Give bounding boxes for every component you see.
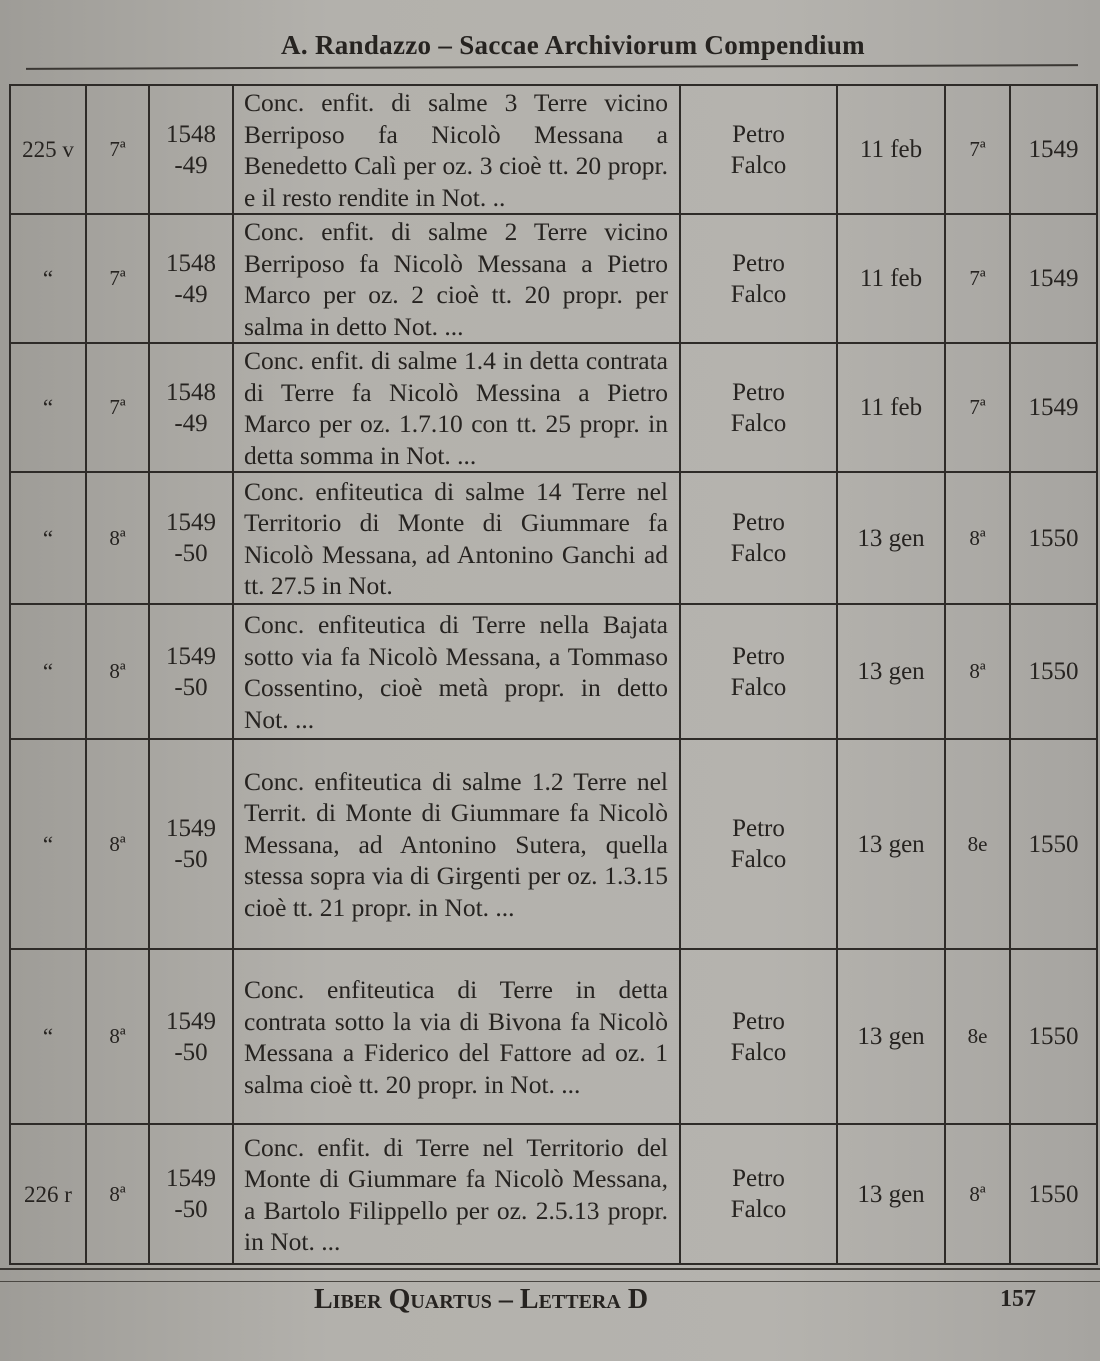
year-span-cell: 1549 -50 (149, 604, 233, 739)
header-rule (26, 64, 1078, 70)
indiction-cell: 8ª (945, 1124, 1010, 1264)
date-cell: 11 feb (837, 214, 945, 343)
folio-cell: “ (10, 214, 86, 343)
year-cell: 1550 (1010, 739, 1097, 949)
page-number: 157 (1000, 1286, 1036, 1312)
table-row (10, 85, 1097, 214)
year-cell: 1549 (1010, 85, 1097, 214)
indiction-cell: 7ª (945, 343, 1010, 472)
year-cell: 1549 (1010, 214, 1097, 343)
indiction-cell: 7ª (945, 85, 1010, 214)
folio-cell: “ (10, 472, 86, 604)
indiction-cell: 8ª (945, 604, 1010, 739)
folio-cell: 225 v (10, 85, 86, 214)
date-cell: 13 gen (837, 472, 945, 604)
notary-cell: Petro Falco (680, 214, 837, 343)
register-cell: 7ª (86, 343, 149, 472)
running-head-title: A. Randazzo – Saccae Archiviorum Compendium (281, 30, 865, 60)
year-cell: 1550 (1010, 604, 1097, 739)
register-cell: 7ª (86, 85, 149, 214)
description-cell: Conc. enfiteutica di Terre in detta contrata sotto la via di Bivona fa Nicolò Messana a Fiderico del Fattore ad oz. 1 salma cioè tt. 20 propr. in Not. ... (233, 949, 680, 1124)
folio-cell: “ (10, 949, 86, 1124)
register-cell: 8ª (86, 739, 149, 949)
year-span-cell: 1549 -50 (149, 472, 233, 604)
year-cell: 1550 (1010, 472, 1097, 604)
footer-rule-inner (0, 1281, 1100, 1282)
year-span-cell: 1548 -49 (149, 85, 233, 214)
table-row (10, 604, 1097, 739)
notary-cell: Petro Falco (680, 1124, 837, 1264)
register-cell: 7ª (86, 214, 149, 343)
indiction-cell: 8e (945, 739, 1010, 949)
description-cell: Conc. enfit. di salme 2 Terre vicino Berriposo fa Nicolò Messana a Pietro Marco per oz. 2 cioè tt. 20 propr. per salma in detto Not. ... (233, 214, 680, 343)
notary-cell: Petro Falco (680, 604, 837, 739)
table-row (10, 214, 1097, 343)
folio-cell: “ (10, 604, 86, 739)
register-cell: 8ª (86, 949, 149, 1124)
year-span-cell: 1548 -49 (149, 343, 233, 472)
notary-cell: Petro Falco (680, 85, 837, 214)
date-cell: 13 gen (837, 949, 945, 1124)
folio-cell: 226 r (10, 1124, 86, 1264)
year-cell: 1550 (1010, 949, 1097, 1124)
folio-cell: “ (10, 739, 86, 949)
date-cell: 11 feb (837, 343, 945, 472)
indiction-cell: 7ª (945, 214, 1010, 343)
date-cell: 13 gen (837, 604, 945, 739)
indiction-cell: 8ª (945, 472, 1010, 604)
year-span-cell: 1549 -50 (149, 949, 233, 1124)
description-cell: Conc. enfit. di Terre nel Territorio del Monte di Giummare fa Nicolò Messana, a Bartolo Filippello per oz. 2.5.13 propr. in Not. ... (233, 1124, 680, 1264)
date-cell: 11 feb (837, 85, 945, 214)
year-cell: 1550 (1010, 1124, 1097, 1264)
folio-cell: “ (10, 343, 86, 472)
year-span-cell: 1549 -50 (149, 1124, 233, 1264)
notary-cell: Petro Falco (680, 343, 837, 472)
description-cell: Conc. enfiteutica di salme 14 Terre nel Territorio di Monte di Giummare fa Nicolò Messana, ad Antonino Ganchi ad tt. 27.5 in Not. (233, 472, 680, 604)
description-cell: Conc. enfit. di salme 3 Terre vicino Berriposo fa Nicolò Messana a Benedetto Calì per oz. 3 cioè tt. 20 propr. e il resto rendite in Not. .. (233, 85, 680, 214)
table-row (10, 343, 1097, 472)
year-cell: 1549 (1010, 343, 1097, 472)
table-row (10, 1124, 1097, 1264)
footer-rule (0, 1268, 1100, 1270)
date-cell: 13 gen (837, 1124, 945, 1264)
archive-register-table (9, 84, 1098, 1265)
notary-cell: Petro Falco (680, 739, 837, 949)
indiction-cell: 8e (945, 949, 1010, 1124)
year-span-cell: 1548 -49 (149, 214, 233, 343)
running-foot-title: Liber Quartus – Lettera D (314, 1284, 649, 1315)
table-row (10, 472, 1097, 604)
year-span-cell: 1549 -50 (149, 739, 233, 949)
notary-cell: Petro Falco (680, 949, 837, 1124)
notary-cell: Petro Falco (680, 472, 837, 604)
register-cell: 8ª (86, 604, 149, 739)
register-cell: 8ª (86, 472, 149, 604)
description-cell: Conc. enfiteutica di Terre nella Bajata sotto via fa Nicolò Messana, a Tommaso Cossentino, cioè metà propr. in detto Not. ... (233, 604, 680, 739)
table-row (10, 949, 1097, 1124)
register-cell: 8ª (86, 1124, 149, 1264)
description-cell: Conc. enfit. di salme 1.4 in detta contrata di Terre fa Nicolò Messina a Pietro Marco per oz. 1.7.10 con tt. 25 propr. in detta somma in Not. ... (233, 343, 680, 472)
date-cell: 13 gen (837, 739, 945, 949)
description-cell: Conc. enfiteutica di salme 1.2 Terre nel Territ. di Monte di Giummare fa Nicolò Messana, ad Antonino Sutera, quella stessa sopra via di Girgenti per oz. 1.3.15 cioè tt. 21 propr. in Not. ... (233, 739, 680, 949)
table-row (10, 739, 1097, 949)
